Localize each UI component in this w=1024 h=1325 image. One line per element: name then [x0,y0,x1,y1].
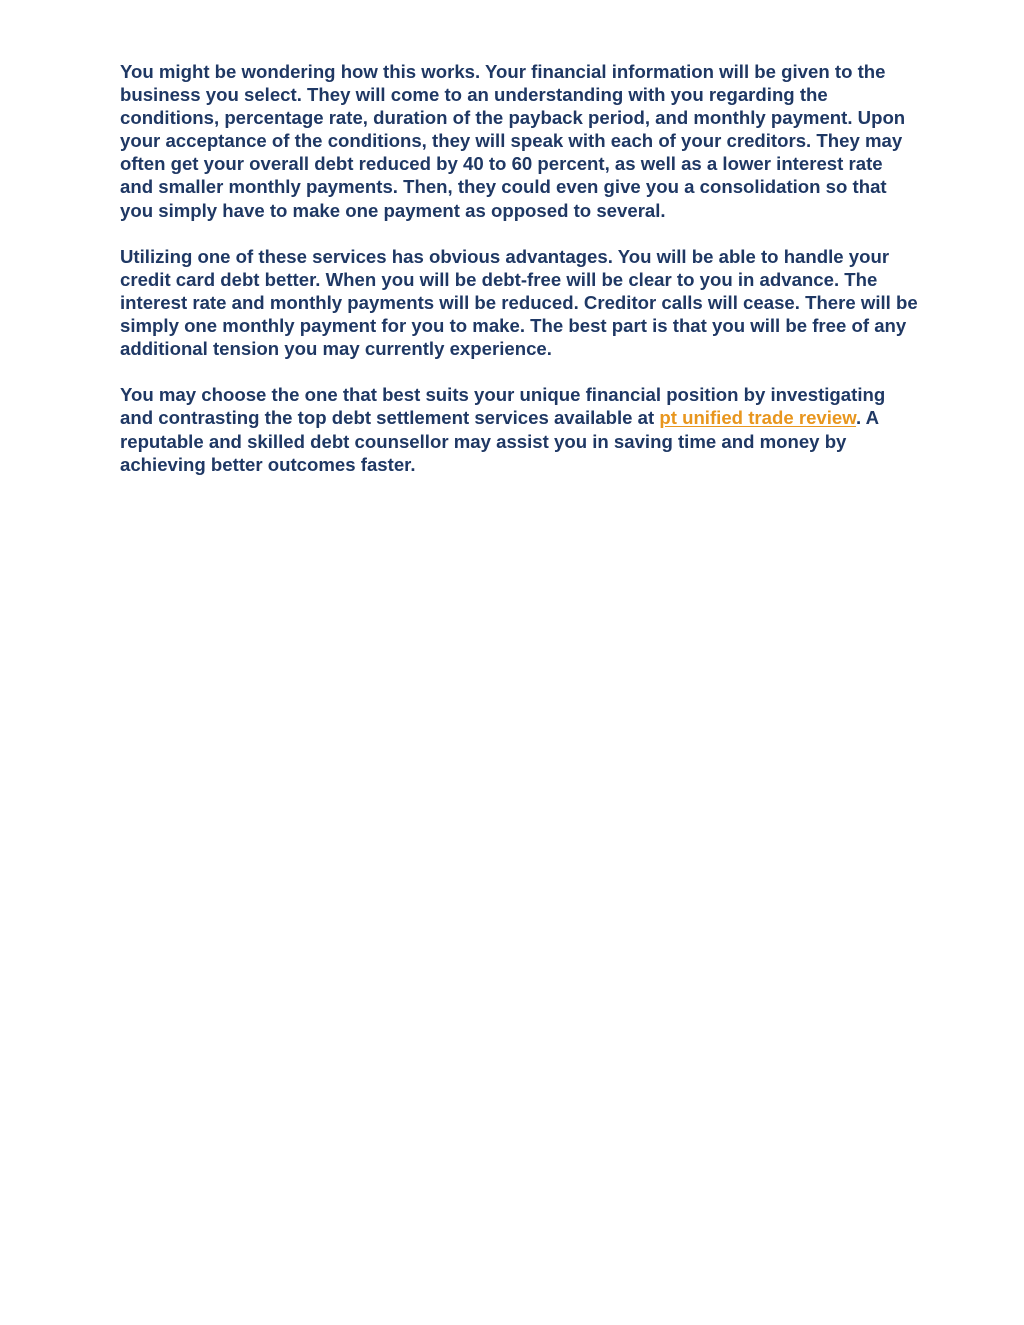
paragraph-how-it-works: You might be wondering how this works. Your financial information will be given to the business you select. They will come to an understanding with you regarding the conditions, percentage rate, duration of the payback period, and monthly payment. Upon your acceptance of the conditions, they will speak with each of your creditors. They may often get your overall debt reduced by 40 to 60 percent, as well as a lower interest rate and smaller monthly payments. Then, they could even give you a consolidation so that you simply have to make one payment as opposed to several. [120,61,906,221]
paragraph-choose-service [120,383,920,475]
paragraph-advantages: Utilizing one of these services has obvious advantages. You will be able to handle your credit card debt better. When you will be debt-free will be clear to you in advance. The interest rate and monthly payments will be reduced. Creditor calls will cease. There will be simply one monthly payment for you to make. The best part is that you will be free of any additional tension you may currently experience. [120,245,918,360]
paragraph-text-before-link: You may choose the one that best suits your unique financial position by investigating and contrasting the top debt settlement services available at [120,384,886,429]
paragraph-text-after-link: . A reputable and skilled debt counsellor may assist you in saving time and money by achieving better outcomes faster. [120,407,879,475]
document-body [120,60,920,499]
pt-unified-trade-review-link[interactable]: pt unified trade review [659,407,857,429]
